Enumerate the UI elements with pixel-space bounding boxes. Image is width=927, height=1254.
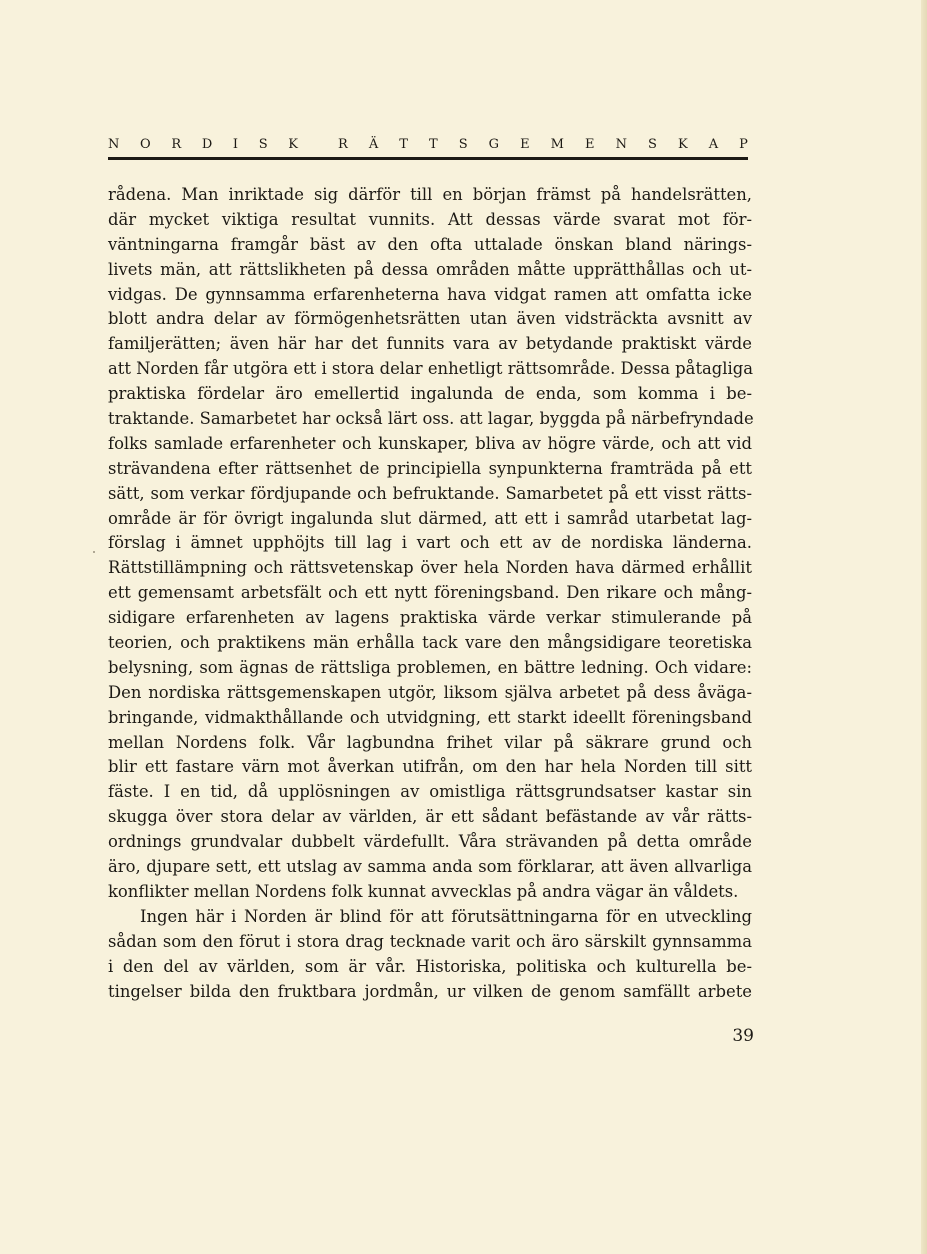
- text-line: praktiska fördelar äro emellertid ingalunda de enda, som komma i be-: [108, 384, 752, 404]
- text-line: livets män, att rättslikheten på dessa områden måtte upprätthållas och ut-: [108, 259, 752, 279]
- running-head-letter: E: [585, 136, 595, 152]
- running-head-letter: M: [550, 136, 564, 152]
- running-head-letter: P: [739, 136, 748, 152]
- page-number: 39: [732, 1026, 754, 1046]
- running-head-letter: R: [338, 136, 348, 152]
- text-line: strävandena efter rättsenhet de principiella synpunkterna framträda på ett: [108, 458, 752, 478]
- text-line: folks samlade erfarenheter och kunskaper, bliva av högre värde, och att vid: [108, 433, 752, 453]
- running-head-letter: S: [647, 136, 657, 152]
- running-head-letter: K: [677, 136, 688, 152]
- text-line: familjerätten; även här har det funnits vara av betydande praktiskt värde: [108, 334, 752, 354]
- text-line: sidigare erfarenheten av lagens praktiska värde verkar stimulerande på: [108, 608, 752, 628]
- running-head-letter: A: [708, 136, 719, 152]
- text-line: belysning, som ägnas de rättsliga problemen, en bättre ledning. Och vidare:: [108, 657, 752, 677]
- running-head-word-nordisk: [108, 137, 298, 152]
- text-line: blir ett fastare värn mot åverkan utifrån, om den har hela Norden till sitt: [108, 757, 752, 777]
- running-head-letter: N: [615, 136, 627, 152]
- text-line: rådena. Man inriktade sig därför till en början främst på handelsrätten,: [108, 185, 752, 204]
- running-head-letter: N: [108, 136, 120, 152]
- running-head-letter: R: [171, 136, 182, 152]
- text-line: teorien, och praktikens män erhålla tack vare den mångsidigare teoretiska: [108, 633, 752, 653]
- text-line: mellan Nordens folk. Vår lagbundna frihet vilar på säkrare grund och: [108, 732, 752, 752]
- running-head-letter: S: [458, 136, 468, 152]
- running-head-letter: T: [429, 136, 438, 152]
- text-line: Rättstillämpning och rättsvetenskap över hela Norden hava därmed erhållit: [108, 558, 752, 578]
- running-head-letter: O: [140, 136, 151, 152]
- header-rule: [108, 157, 748, 160]
- running-head-letter: T: [399, 136, 408, 152]
- text-line: vidgas. De gynnsamma erfarenheterna hava vidgat ramen att omfatta icke: [108, 284, 752, 304]
- paper-speck: [93, 551, 95, 553]
- running-head-letter: S: [258, 136, 268, 152]
- text-line: blott andra delar av förmögenhetsrätten utan även vidsträckta avsnitt av: [108, 309, 752, 329]
- running-head-letter: E: [520, 136, 530, 152]
- text-line: område är för övrigt ingalunda slut därmed, att ett i samråd utarbetat lag-: [108, 508, 752, 528]
- text-line: sådan som den förut i stora drag tecknade varit och äro särskilt gynnsamma: [108, 931, 752, 951]
- text-line: ordnings grundvalar dubbelt värdefullt. Våra strävanden på detta område: [108, 832, 752, 852]
- running-head-letter: D: [201, 136, 213, 152]
- text-line: fäste. I en tid, då upplösningen av omistliga rättsgrundsatser kastar sin: [108, 782, 752, 802]
- text-line: väntningarna framgår bäst av den ofta uttalade önskan bland närings-: [108, 234, 752, 254]
- text-line: tingelser bilda den fruktbara jordmån, ur vilken de genom samfällt arbete: [108, 981, 752, 1001]
- text-line: äro, djupare sett, ett utslag av samma anda som förklarar, att även allvarliga: [108, 857, 752, 877]
- text-line: i den del av världen, som är vår. Historiska, politiska och kulturella be-: [108, 956, 752, 976]
- text-line: där mycket viktiga resultat vunnits. Att dessas värde svarat mot för-: [108, 209, 752, 229]
- text-line: ett gemensamt arbetsfält och ett nytt föreningsband. Den rikare och mång-: [108, 583, 752, 603]
- running-head-word-rattsgemenskap: [338, 137, 748, 152]
- running-head-letter: Ä: [368, 136, 379, 152]
- body-text: [108, 183, 752, 1004]
- running-head-letter: K: [288, 136, 298, 152]
- text-line: bringande, vidmakthållande och utvidgning, ett starkt ideellt föreningsband: [108, 707, 752, 727]
- running-head-letter: I: [232, 136, 239, 152]
- text-line: att Norden får utgöra ett i stora delar enhetligt rättsområde. Dessa påtagliga: [108, 359, 754, 379]
- running-head: [108, 134, 748, 154]
- text-line: skugga över stora delar av världen, är ett sådant befästande av vår rätts-: [108, 807, 752, 827]
- text-line: konflikter mellan Nordens folk kunnat avvecklas på andra vägar än våldets.: [108, 881, 739, 901]
- text-line-paragraph-start: Ingen här i Norden är blind för att förutsättningarna för en utveckling: [140, 906, 752, 926]
- running-head-letter: G: [488, 136, 500, 152]
- text-line: sätt, som verkar fördjupande och befruktande. Samarbetet på ett visst rätts-: [108, 483, 752, 503]
- page-edge: [921, 0, 927, 1254]
- text-line: traktande. Samarbetet har också lärt oss. att lagar, byggda på närbefryndade: [108, 409, 754, 429]
- text-line: förslag i ämnet upphöjts till lag i vart och ett av de nordiska länderna.: [108, 533, 752, 553]
- text-line: Den nordiska rättsgemenskapen utgör, liksom själva arbetet på dess åväga-: [108, 682, 752, 702]
